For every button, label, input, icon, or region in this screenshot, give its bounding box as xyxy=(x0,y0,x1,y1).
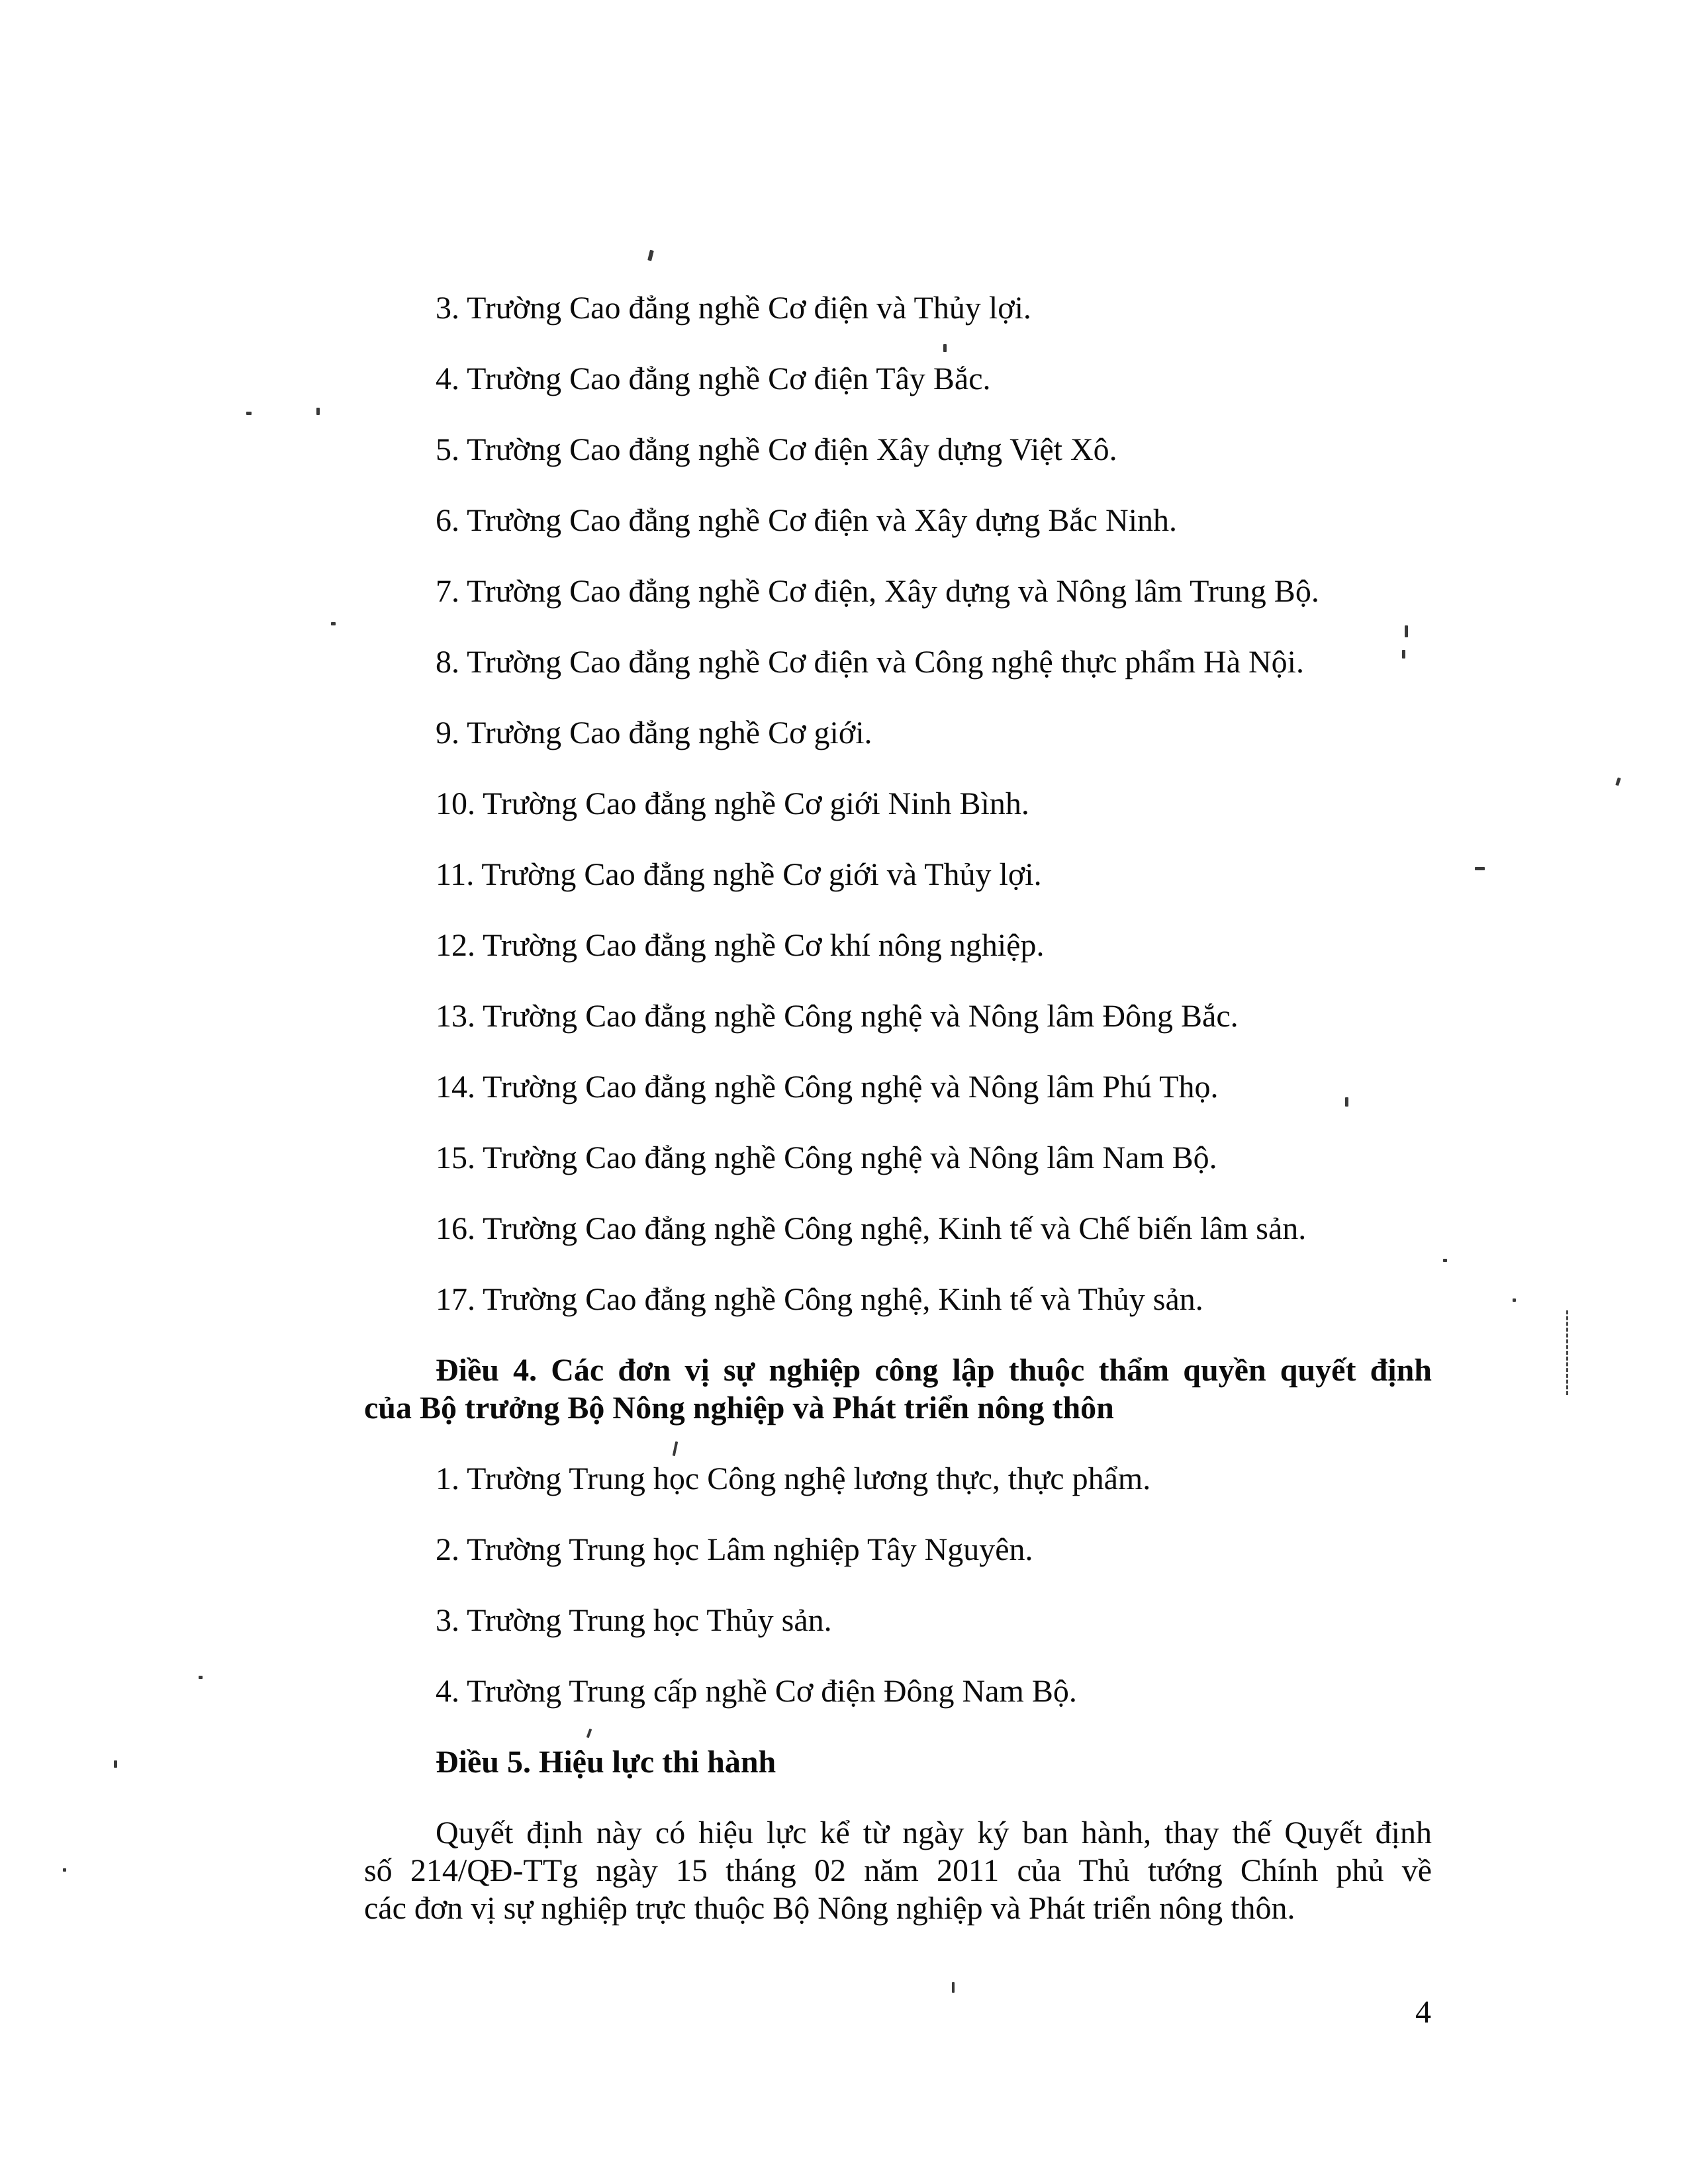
college-list-item: 6. Trường Cao đẳng nghề Cơ điện và Xây dựng Bắc Ninh. xyxy=(436,503,1178,538)
scan-artifact-vertical-line xyxy=(1566,1310,1568,1395)
college-list-item: 15. Trường Cao đẳng nghề Công nghệ và Nông lâm Nam Bộ. xyxy=(436,1140,1217,1175)
article5-heading: Điều 5. Hiệu lực thi hành xyxy=(436,1745,776,1780)
unit-list-item: 4. Trường Trung cấp nghề Cơ điện Đông Nam Bộ. xyxy=(436,1674,1077,1709)
college-list-item: 17. Trường Cao đẳng nghề Công nghệ, Kinh tế và Thủy sản. xyxy=(436,1282,1203,1317)
article5-body-line3: các đơn vị sự nghiệp trực thuộc Bộ Nông nghiệp và Phát triển nông thôn. xyxy=(364,1891,1295,1926)
scan-artifact xyxy=(1405,625,1408,637)
page-number: 4 xyxy=(1415,1995,1431,2030)
scan-artifact xyxy=(647,250,654,261)
college-list-item: 10. Trường Cao đẳng nghề Cơ giới Ninh Bình. xyxy=(436,786,1029,821)
college-list-item: 11. Trường Cao đẳng nghề Cơ giới và Thủy lợi. xyxy=(436,857,1042,892)
article4-unit-list xyxy=(364,1460,1432,1710)
college-list-item: 12. Trường Cao đẳng nghề Cơ khí nông nghiệp. xyxy=(436,928,1045,963)
unit-list-item: 2. Trường Trung học Lâm nghiệp Tây Nguyên. xyxy=(436,1532,1033,1567)
college-list-item: 8. Trường Cao đẳng nghề Cơ điện và Công nghệ thực phẩm Hà Nội. xyxy=(436,645,1305,680)
scan-artifact xyxy=(1615,778,1620,786)
college-list-item: 4. Trường Cao đẳng nghề Cơ điện Tây Bắc. xyxy=(436,361,991,396)
scan-artifact xyxy=(1345,1097,1348,1107)
college-list-item: 7. Trường Cao đẳng nghề Cơ điện, Xây dựng và Nông lâm Trung Bộ. xyxy=(436,574,1319,609)
college-list-item: 14. Trường Cao đẳng nghề Công nghệ và Nông lâm Phú Thọ. xyxy=(436,1069,1219,1105)
scan-artifact xyxy=(1443,1259,1447,1262)
scan-artifact xyxy=(199,1676,203,1679)
scan-artifact xyxy=(943,344,947,352)
article4-heading-line2: của Bộ trưởng Bộ Nông nghiệp và Phát triển nông thôn xyxy=(364,1390,1114,1426)
scan-artifact xyxy=(316,408,320,415)
college-list-item: 5. Trường Cao đẳng nghề Cơ điện Xây dựng Việt Xô. xyxy=(436,432,1117,467)
scan-artifact xyxy=(63,1868,66,1872)
scan-artifact xyxy=(246,412,252,415)
article4-heading-line1: Điều 4. Các đơn vị sự nghiệp công lập thuộc thẩm quyền quyết định xyxy=(436,1353,1432,1388)
article5-body-line2: số 214/QĐ-TTg ngày 15 tháng 02 năm 2011 của Thủ tướng Chính phủ về xyxy=(364,1853,1432,1888)
college-list-item: 13. Trường Cao đẳng nghề Công nghệ và Nông lâm Đông Bắc. xyxy=(436,999,1239,1034)
college-list-item: 16. Trường Cao đẳng nghề Công nghệ, Kinh tế và Chế biến lâm sản. xyxy=(436,1211,1307,1246)
college-list xyxy=(364,289,1432,1318)
scan-artifact xyxy=(1513,1298,1516,1302)
scan-artifact xyxy=(1475,867,1485,870)
scan-artifact xyxy=(952,1982,955,1993)
document-content xyxy=(364,289,1432,1960)
scan-artifact xyxy=(114,1760,117,1768)
scan-artifact xyxy=(1402,650,1405,659)
scan-artifact xyxy=(331,622,336,625)
unit-list-item: 1. Trường Trung học Công nghệ lương thực, thực phẩm. xyxy=(436,1461,1151,1496)
article5-body-line1: Quyết định này có hiệu lực kể từ ngày ký ban hành, thay thế Quyết định xyxy=(436,1815,1432,1850)
college-list-item: 9. Trường Cao đẳng nghề Cơ giới. xyxy=(436,715,872,751)
unit-list-item: 3. Trường Trung học Thủy sản. xyxy=(436,1603,832,1638)
college-list-item: 3. Trường Cao đẳng nghề Cơ điện và Thủy lợi. xyxy=(436,291,1031,326)
